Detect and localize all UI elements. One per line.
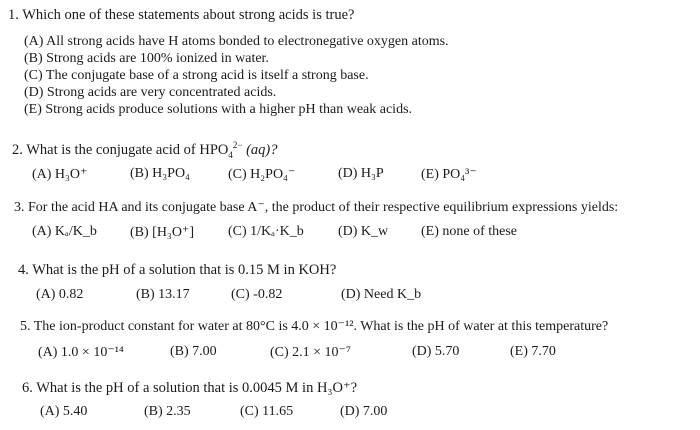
question-1-option-c: (C) The conjugate base of a strong acid is itself a strong base.	[24, 68, 369, 83]
question-6-options	[40, 404, 700, 422]
question-3-option-d: (D) K_w	[338, 224, 389, 239]
question-3-option-e: (E) none of these	[421, 224, 518, 239]
question-6-option-b: (B) 2.35	[144, 404, 191, 419]
question-3-stem: 3. For the acid HA and its conjugate base A⁻, the product of their respective equilibrium expressions yields:	[14, 200, 619, 215]
question-2-option-b: (B) H₃PO₄	[130, 166, 190, 181]
question-6-stem: 6. What is the pH of a solution that is 0.0045 M in H₃O⁺?	[22, 380, 358, 396]
question-5-option-c: (C) 2.1 × 10⁻⁷	[270, 345, 351, 360]
question-6-option-c: (C) 11.65	[240, 404, 294, 419]
question-3-option-b: (B) [H₃O⁺]	[130, 225, 194, 240]
question-4-option-b: (B) 13.17	[136, 287, 190, 302]
question-1-option-b: (B) Strong acids are 100% ionized in water.	[24, 51, 269, 66]
question-6-option-d: (D) 7.00	[340, 404, 388, 419]
question-2-option-d: (D) H₃P	[338, 166, 384, 181]
question-2-option-a: (A) H₃O⁺	[32, 167, 88, 182]
question-2-stem-prefix: 2. What is the conjugate acid of HPO	[12, 142, 229, 158]
question-2-stem-suffix: (aq)?	[242, 142, 278, 158]
question-1-stem: 1. Which one of these statements about strong acids is true?	[8, 7, 355, 23]
question-2-stem	[12, 142, 278, 159]
question-2-option-c: (C) H₂PO₄⁻	[228, 167, 296, 182]
question-1-option-e: (E) Strong acids produce solutions with a higher pH than weak acids.	[24, 102, 413, 117]
question-4-option-a: (A) 0.82	[36, 287, 84, 302]
question-4-option-c: (C) -0.82	[231, 287, 283, 302]
question-5-option-b: (B) 7.00	[170, 344, 217, 359]
question-5-stem: 5. The ion-product constant for water at 80°C is 4.0 × 10⁻¹². What is the pH of water at this temperature?	[20, 319, 609, 334]
question-6-option-a: (A) 5.40	[40, 404, 88, 419]
question-5-options	[38, 344, 698, 362]
question-3-options	[32, 224, 692, 242]
question-2-stem-subscript: 4	[228, 149, 233, 160]
question-4-option-d: (D) Need K_b	[341, 287, 422, 302]
question-2-option-e: (E) PO₄³⁻	[421, 167, 477, 182]
question-2-options	[32, 166, 692, 184]
question-4-stem: 4. What is the pH of a solution that is 0.15 M in KOH?	[18, 262, 337, 278]
question-3-option-c: (C) 1/Kₐ·K_b	[228, 224, 304, 239]
question-1-option-d: (D) Strong acids are very concentrated acids.	[24, 85, 277, 100]
question-5-option-e: (E) 7.70	[510, 344, 556, 359]
question-2-stem-superscript: 2−	[232, 140, 243, 151]
question-5-option-d: (D) 5.70	[412, 344, 460, 359]
question-4-options	[36, 287, 696, 305]
question-1-option-a: (A) All strong acids have H atoms bonded to electronegative oxygen atoms.	[24, 34, 449, 49]
question-5-option-a: (A) 1.0 × 10⁻¹⁴	[38, 345, 124, 360]
question-3-option-a: (A) Kₐ/K_b	[32, 224, 97, 239]
